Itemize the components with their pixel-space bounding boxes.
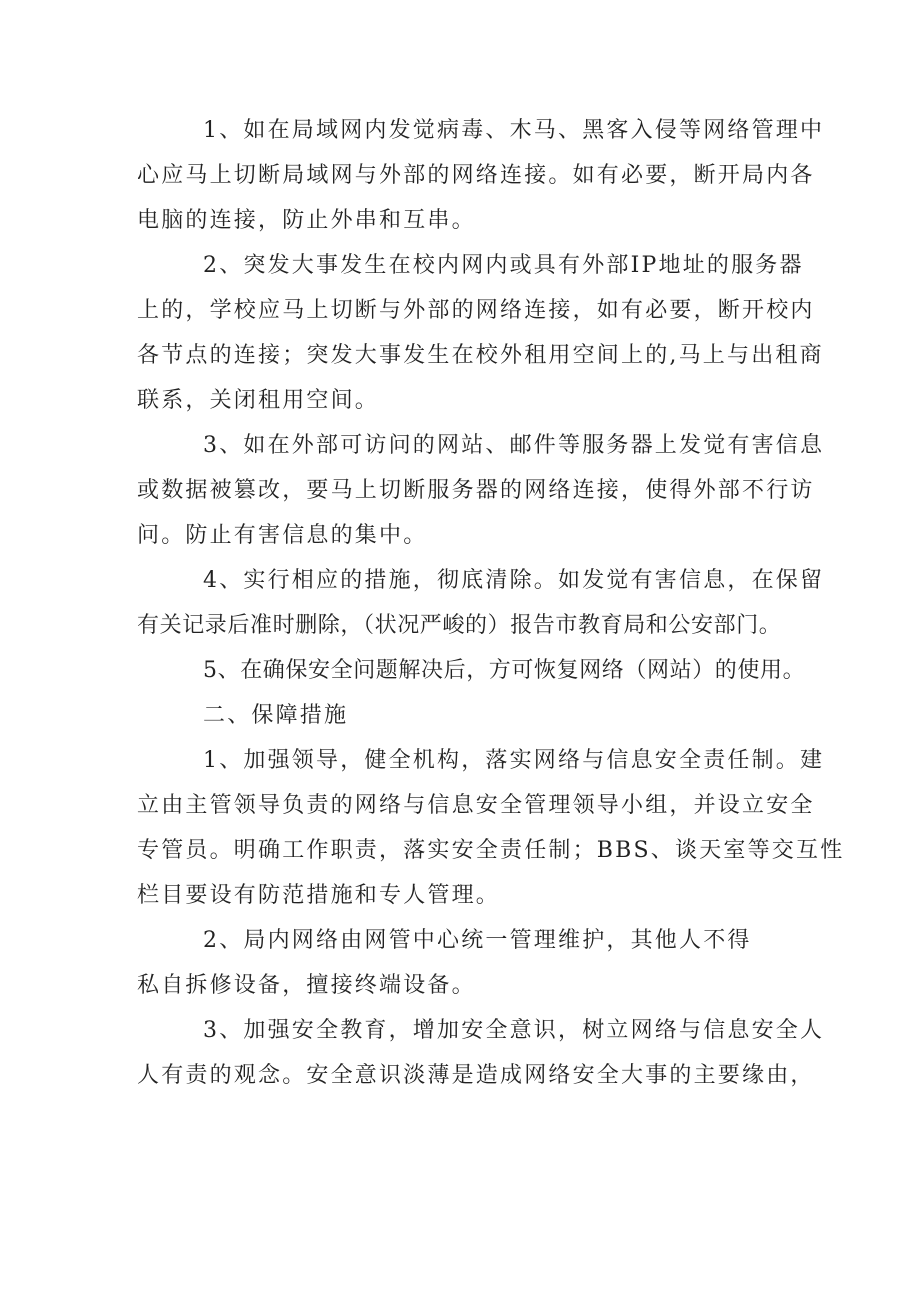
paragraph-line: 3、如在外部可访问的网站、邮件等服务器上发觉有害信息 [203,433,825,458]
paragraph-line: 问。防止有害信息的集中。 [137,523,428,548]
paragraph-line: 栏目要设有防范措施和专人管理。 [137,883,501,908]
paragraph-line: 2、突发大事发生在校内网内或具有外部IP地址的服务器 [203,253,804,278]
section-heading: 二、保障措施 [203,703,349,728]
paragraph-line: 1、如在局域网内发觉病毒、木马、黑客入侵等网络管理中 [203,118,825,143]
paragraph-line: 各节点的连接；突发大事发生在校外租用空间上的,马上与出租商 [137,343,824,368]
paragraph-line: 有关记录后准时删除，（状况严峻的）报告市教育局和公安部门。 [137,613,782,638]
paragraph-line: 联系，关闭租用空间。 [137,388,380,413]
paragraph-line: 3、加强安全教育，增加安全意识，树立网络与信息安全人 [203,1018,825,1043]
paragraph-line: 2、局内网络由网管中心统一管理维护，其他人不得 [203,928,752,953]
document-body [137,112,845,1095]
paragraph-line: 心应马上切断局域网与外部的网络连接。如有必要，断开局内各 [137,163,815,188]
paragraph-line: 4、实行相应的措施，彻底清除。如发觉有害信息，在保留 [203,568,825,593]
paragraph-line: 电脑的连接，防止外串和互串。 [137,208,476,233]
paragraph-line: 1、加强领导，健全机构，落实网络与信息安全责任制。建 [203,748,825,773]
paragraph-line: 立由主管领导负责的网络与信息安全管理领导小组，并设立安全 [137,793,815,818]
paragraph-line: 专管员。明确工作职责，落实安全责任制；BBS、谈天室等交互性 [137,838,845,863]
paragraph-line: 5、在确保安全问题解决后，方可恢复网络（网站）的使用。 [203,658,806,683]
paragraph-line: 私自拆修设备，擅接终端设备。 [137,973,476,998]
paragraph-line: 或数据被篡改，要马上切断服务器的网络连接，使得外部不行访 [137,478,815,503]
paragraph-line: 上的，学校应马上切断与外部的网络连接，如有必要，断开校内 [137,298,815,323]
paragraph-line: 人有责的观念。安全意识淡薄是造成网络安全大事的主要缘由， [137,1063,815,1088]
